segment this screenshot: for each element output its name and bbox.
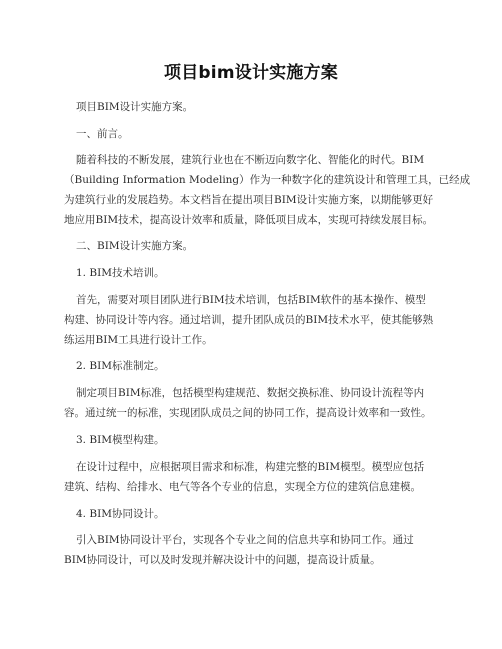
paragraph-line: 2. BIM标准制定。 bbox=[76, 360, 165, 372]
paragraph-line: 1. BIM技术培训。 bbox=[76, 267, 165, 279]
paragraph-line: 容。通过统一的标准，实现团队成员之间的协同工作，提高设计效率和一致性。 bbox=[64, 407, 432, 419]
subheading-standards bbox=[76, 356, 426, 376]
paragraph-line: 首先，需要对项目团队进行BIM技术培训，包括BIM软件的基本操作、模型 bbox=[76, 294, 426, 306]
paragraph-line: 地应用BIM技术，提高设计效率和质量，降低项目成本，实现可持续发展目标。 bbox=[64, 214, 434, 226]
paragraph-line: 二、BIM设计实施方案。 bbox=[76, 240, 194, 252]
paragraph-line: （Building Information Modeling）作为一种数字化的建筑设计和管理工具，已经成 bbox=[64, 174, 471, 186]
paragraph-line: 构建、协同设计等内容。通过培训，提升团队成员的BIM技术水平，使其能够熟 bbox=[64, 314, 434, 326]
paragraph-line: 3. BIM模型构建。 bbox=[76, 434, 165, 446]
paragraph-line: 建筑、结构、给排水、电气等各个专业的信息，实现全方位的建筑信息建模。 bbox=[64, 481, 421, 493]
paragraph-line: 引入BIM协同设计平台，实现各个专业之间的信息共享和协同工作。通过 bbox=[76, 534, 414, 546]
paragraph-line: 练运用BIM工具进行设计工作。 bbox=[64, 334, 213, 346]
paragraph-line: 项目BIM设计实施方案。 bbox=[76, 101, 194, 113]
paragraph-preface-body bbox=[64, 150, 471, 230]
paragraph-intro bbox=[76, 97, 426, 117]
paragraph-collaboration-body bbox=[64, 530, 444, 570]
paragraph-modeling-body bbox=[64, 457, 444, 497]
paragraph-line: 制定项目BIM标准，包括模型构建规范、数据交换标准、协同设计流程等内 bbox=[76, 387, 425, 399]
paragraph-line: 在设计过程中，应根据项目需求和标准，构建完整的BIM模型。模型应包括 bbox=[76, 461, 425, 473]
section-heading-preface bbox=[76, 124, 426, 144]
section-heading-plan bbox=[76, 236, 426, 256]
subheading-collaboration bbox=[76, 504, 426, 524]
paragraph-standards-body bbox=[64, 383, 444, 423]
paragraph-line: 随着科技的不断发展，建筑行业也在不断迈向数字化、智能化的时代。BIM bbox=[76, 154, 425, 166]
paragraph-line: 为建筑行业的发展趋势。本文档旨在提出项目BIM设计实施方案，以期能够更好 bbox=[64, 194, 434, 206]
document-title: 项目bim设计实施方案 bbox=[164, 63, 338, 83]
subheading-modeling bbox=[76, 430, 426, 450]
paragraph-line: BIM协同设计，可以及时发现并解决设计中的问题，提高设计质量。 bbox=[64, 554, 381, 566]
paragraph-line: 一、前言。 bbox=[76, 128, 129, 140]
subheading-training bbox=[76, 263, 426, 283]
paragraph-training-body bbox=[64, 290, 444, 350]
paragraph-line: 4. BIM协同设计。 bbox=[76, 508, 165, 520]
